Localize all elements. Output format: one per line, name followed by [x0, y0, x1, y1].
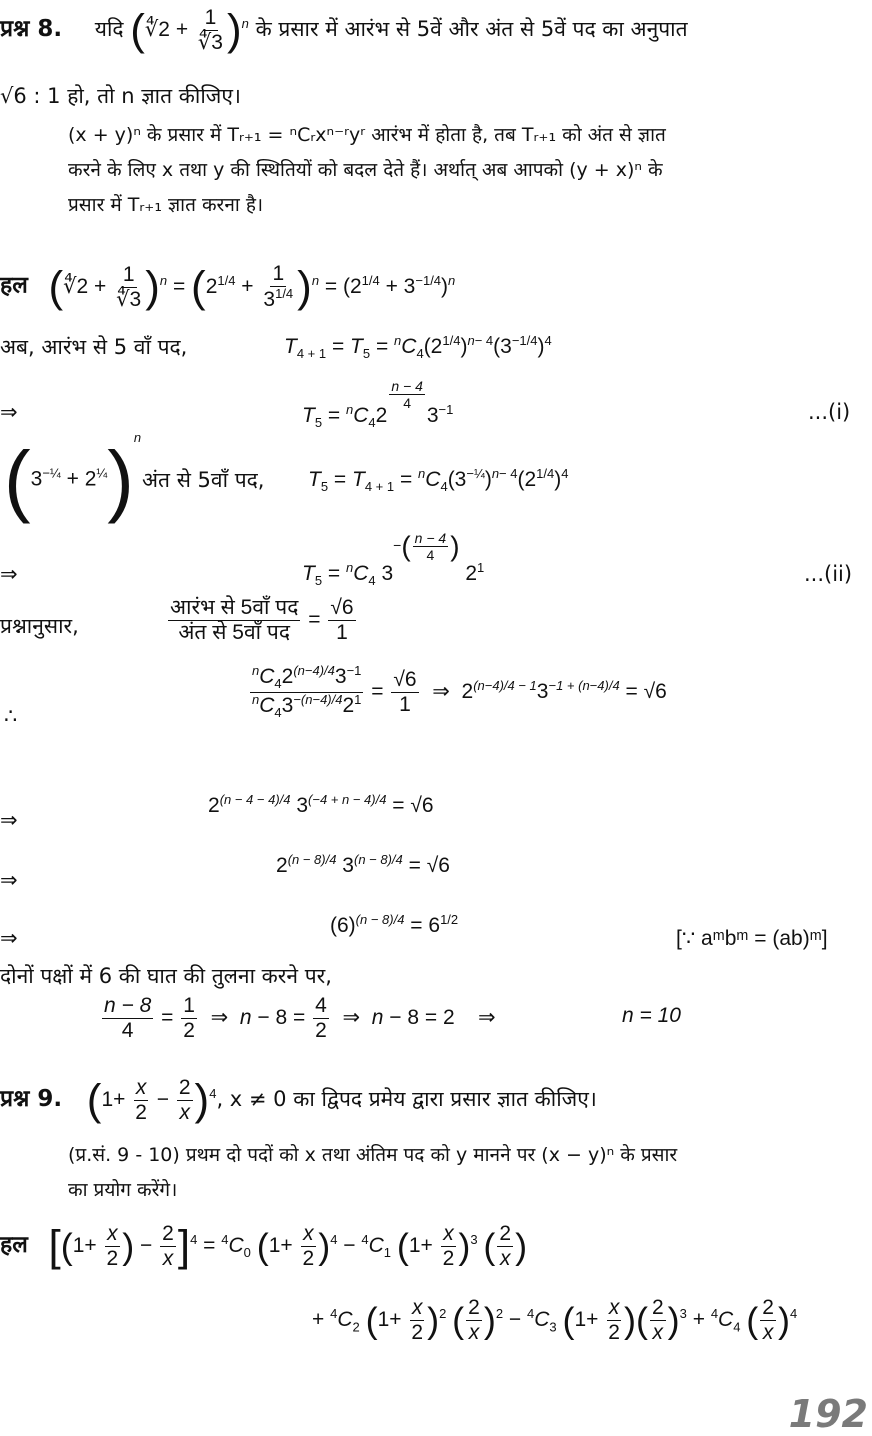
sol8-eq5: $T_5 = T_{4 + 1} = ^nC_4(3^{-\frac{1}{4}})^{n- 4}(2^{1/4})^4$	[308, 466, 569, 495]
ratio-denominator: अंत से 5वाँ पद	[178, 621, 290, 645]
page-number: 192	[788, 1392, 868, 1436]
sol8-eq3: $T_5 = ^nC_42$ $\frac{n - 4}{4}$ $3^{-1}$	[302, 378, 454, 431]
implies-symbol: ⇒	[0, 926, 18, 950]
question-9-heading	[0, 1076, 597, 1125]
implies-symbol: ⇒	[0, 562, 18, 586]
implies-symbol: ⇒	[0, 868, 18, 892]
sol8-answer: n = 10	[622, 1004, 681, 1027]
q8-hint-line: (x + y)ⁿ के प्रसार में Tᵣ₊₁ = ⁿCᵣxⁿ⁻ʳyʳ आरंभ में होता है, तब Tᵣ₊₁ को अंत से ज्ञात	[68, 124, 666, 146]
q9-hint	[68, 1138, 858, 1208]
implies-symbol: ⇒	[0, 400, 18, 424]
sol8-eq9: $2^{(n - 8)/4}$ $3^{(n - 8)/4} = √6$	[276, 852, 450, 877]
tag-ii: ...(ii)	[804, 562, 853, 586]
question-8-label: प्रश्न 8.	[0, 16, 63, 43]
q9-text: , x ≠ 0 का द्विपद प्रमेय द्वारा प्रसार ज्ञात कीजिए।	[216, 1087, 597, 1112]
implies-symbol: ⇒	[0, 808, 18, 832]
therefore-symbol: ∴	[4, 704, 18, 728]
q8-text-c: √6 : 1 हो, तो n ज्ञात कीजिए।	[0, 84, 241, 108]
sol9-eq1: [(1+ $\frac{x}{2}$ ) − $\frac{2}{x}$ ]$^4 = ^4C_0$ (1+ $\frac{x}{2}$ )$^4 - ^4C_1$ (1+ $\frac{x}{2}$ )$^3$ ( $\frac{2}{x}$ )	[48, 1221, 528, 1271]
q8-hint-line: करने के लिए x तथा y की स्थितियों को बदल देते हैं। अर्थात् अब आपको (y + x)ⁿ के	[68, 159, 663, 181]
question-9-label: प्रश्न 9.	[0, 1086, 63, 1113]
sol8-by-question: प्रश्नानुसार,	[0, 614, 79, 638]
sol9-eq2: + $^4C_2$ (1+ $\frac{x}{2}$ )$^2$ ( $\frac{2}{x}$ )$^2 - ^4C_3$ (1+ $\frac{x}{2}$ )( $\frac{2}{x}$ )$^3 + ^4C_4$ ( $\frac{2}{x}$ )$^4$	[312, 1296, 798, 1345]
sol8-eq6: $T_5 = ^nC_4$ 3−( $\frac{n - 4}{4}$ ) $2^1$	[302, 530, 485, 589]
sol8-eq10: $(6)^{(n - 8)/4} = 6^{1/2}$	[330, 912, 459, 937]
solution-8-start	[0, 262, 455, 312]
sol8-eq1: (∜2 + $\frac{1}{∜3}$ )$^n = (2^{1/4}$ + $\frac{1}{3^{1/4}}$ )$^n = (2^{1/4} + 3^{-1/4})^n$	[48, 262, 456, 312]
q8-hint-line: प्रसार में Tᵣ₊₁ ज्ञात करना है।	[68, 194, 264, 216]
solution-label: हल	[0, 272, 28, 299]
solution-label: हल	[0, 1232, 28, 1259]
q9-expression: (1+ $\frac{x}{2}$ − $\frac{2}{x}$ )$^4$	[86, 1075, 217, 1125]
sol8-eq8: $2^{(n - 4 - 4)/4}$ $3^{(-4 + n - 4)/4} = √6$	[208, 792, 434, 817]
q8-hint	[68, 118, 858, 223]
q8-text-b: के प्रसार में आरंभ से 5वें और अंत से 5वें पद का अनुपात	[255, 17, 688, 42]
sol8-ratio: $\frac{\text{आरंभ से 5वाँ पद}}{\text{अंत से 5वाँ पद}}$ = $\frac{√6}{1}$	[170, 596, 354, 645]
q8-expression: (∜2 + $\frac{1}{∜3}$ )$^n$	[130, 5, 249, 55]
question-8-heading	[0, 6, 688, 55]
q8-text-a: यदि	[94, 17, 124, 42]
sol8-eq7: $\frac{^nC_42^{(n-4)/4}3^{-1}}{^nC_43^{-(n-4)/4}2^1}$ = $\frac{√6}{1}$ ⇒ $2^{(n-4)/4 - 1}3^{-1 + (n-4)/4} = √6$	[252, 663, 667, 721]
q9-hint-line: का प्रयोग करेंगे।	[68, 1179, 178, 1201]
tag-i: ...(i)	[808, 400, 851, 424]
ratio-numerator: आरंभ से 5वाँ पद	[168, 596, 300, 621]
sol8-eq11: $\frac{n - 8}{4}$ = $\frac{1}{2}$ ⇒ n − 8 = $\frac{4}{2}$ ⇒ n − 8 = 2 ⇒	[104, 994, 537, 1043]
q9-hint-line: (प्र.सं. 9 - 10) प्रथम दो पदों को x तथा अंतिम पद को y मानने पर (x − y)ⁿ के प्रसार	[68, 1144, 678, 1166]
sol8-from-end: अंत से 5वाँ पद,	[142, 468, 265, 492]
sol8-eq4: $(3^{-\frac{1}{4}} + 2^{\frac{1}{4}})^n$	[4, 429, 142, 524]
sol8-compare: दोनों पक्षों में 6 की घात की तुलना करने पर,	[0, 964, 332, 988]
because-note: [∵ aᵐbᵐ = (ab)ᵐ]	[676, 927, 828, 950]
solution-9-start	[0, 1222, 527, 1271]
sol8-eq2: $T_{4 + 1} = T_5 = ^nC_4(2^{1/4})^{n- 4}(3^{-1/4})^4$	[284, 333, 552, 362]
sol8-line-start: अब, आरंभ से 5 वाँ पद,	[0, 335, 188, 359]
